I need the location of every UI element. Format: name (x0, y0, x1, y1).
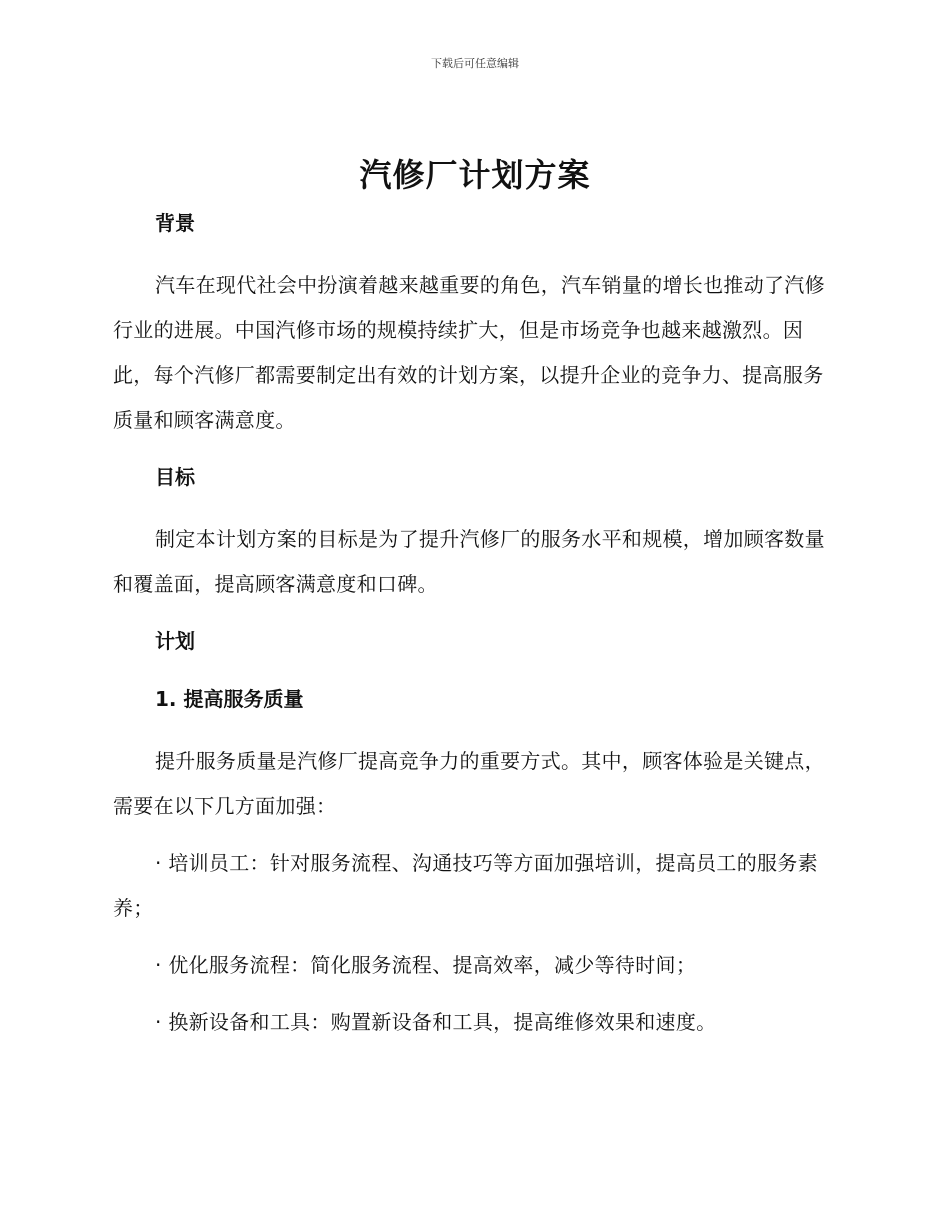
page-title: 汽修厂计划方案 (359, 156, 591, 194)
bullet-item-equipment: · 换新设备和工具：购置新设备和工具，提高维修效果和速度。 (155, 1010, 717, 1034)
paragraph-goal: 制定本计划方案的目标是为了提升汽修厂的服务水平和规模，增加顾客数量和覆盖面，提高顾客满意度和口碑。 (113, 527, 825, 596)
section-heading-plan: 计划 (155, 629, 195, 653)
document-body (113, 205, 833, 1045)
section-heading-goal: 目标 (155, 465, 195, 489)
bullet-item-process: · 优化服务流程：简化服务流程、提高效率，减少等待时间； (155, 953, 697, 977)
paragraph-background: 汽车在现代社会中扮演着越来越重要的角色，汽车销量的增长也推动了汽修行业的进展。中国汽修市场的规模持续扩大，但是市场竞争也越来越激烈。因此，每个汽修厂都需要制定出有效的计划方案，以提升企业的竞争力、提高服务质量和顾客满意度。 (113, 273, 825, 432)
header-note: 下载后可任意编辑 (431, 57, 519, 70)
section-heading-background: 背景 (155, 211, 195, 235)
subsection-heading-service-quality: 1. 提高服务质量 (155, 687, 304, 711)
bullet-item-training: · 培训员工：针对服务流程、沟通技巧等方面加强培训，提高员工的服务素养； (113, 851, 818, 920)
paragraph-service-quality: 提升服务质量是汽修厂提高竞争力的重要方式。其中，顾客体验是关键点，需要在以下几方面加强： (113, 749, 825, 818)
